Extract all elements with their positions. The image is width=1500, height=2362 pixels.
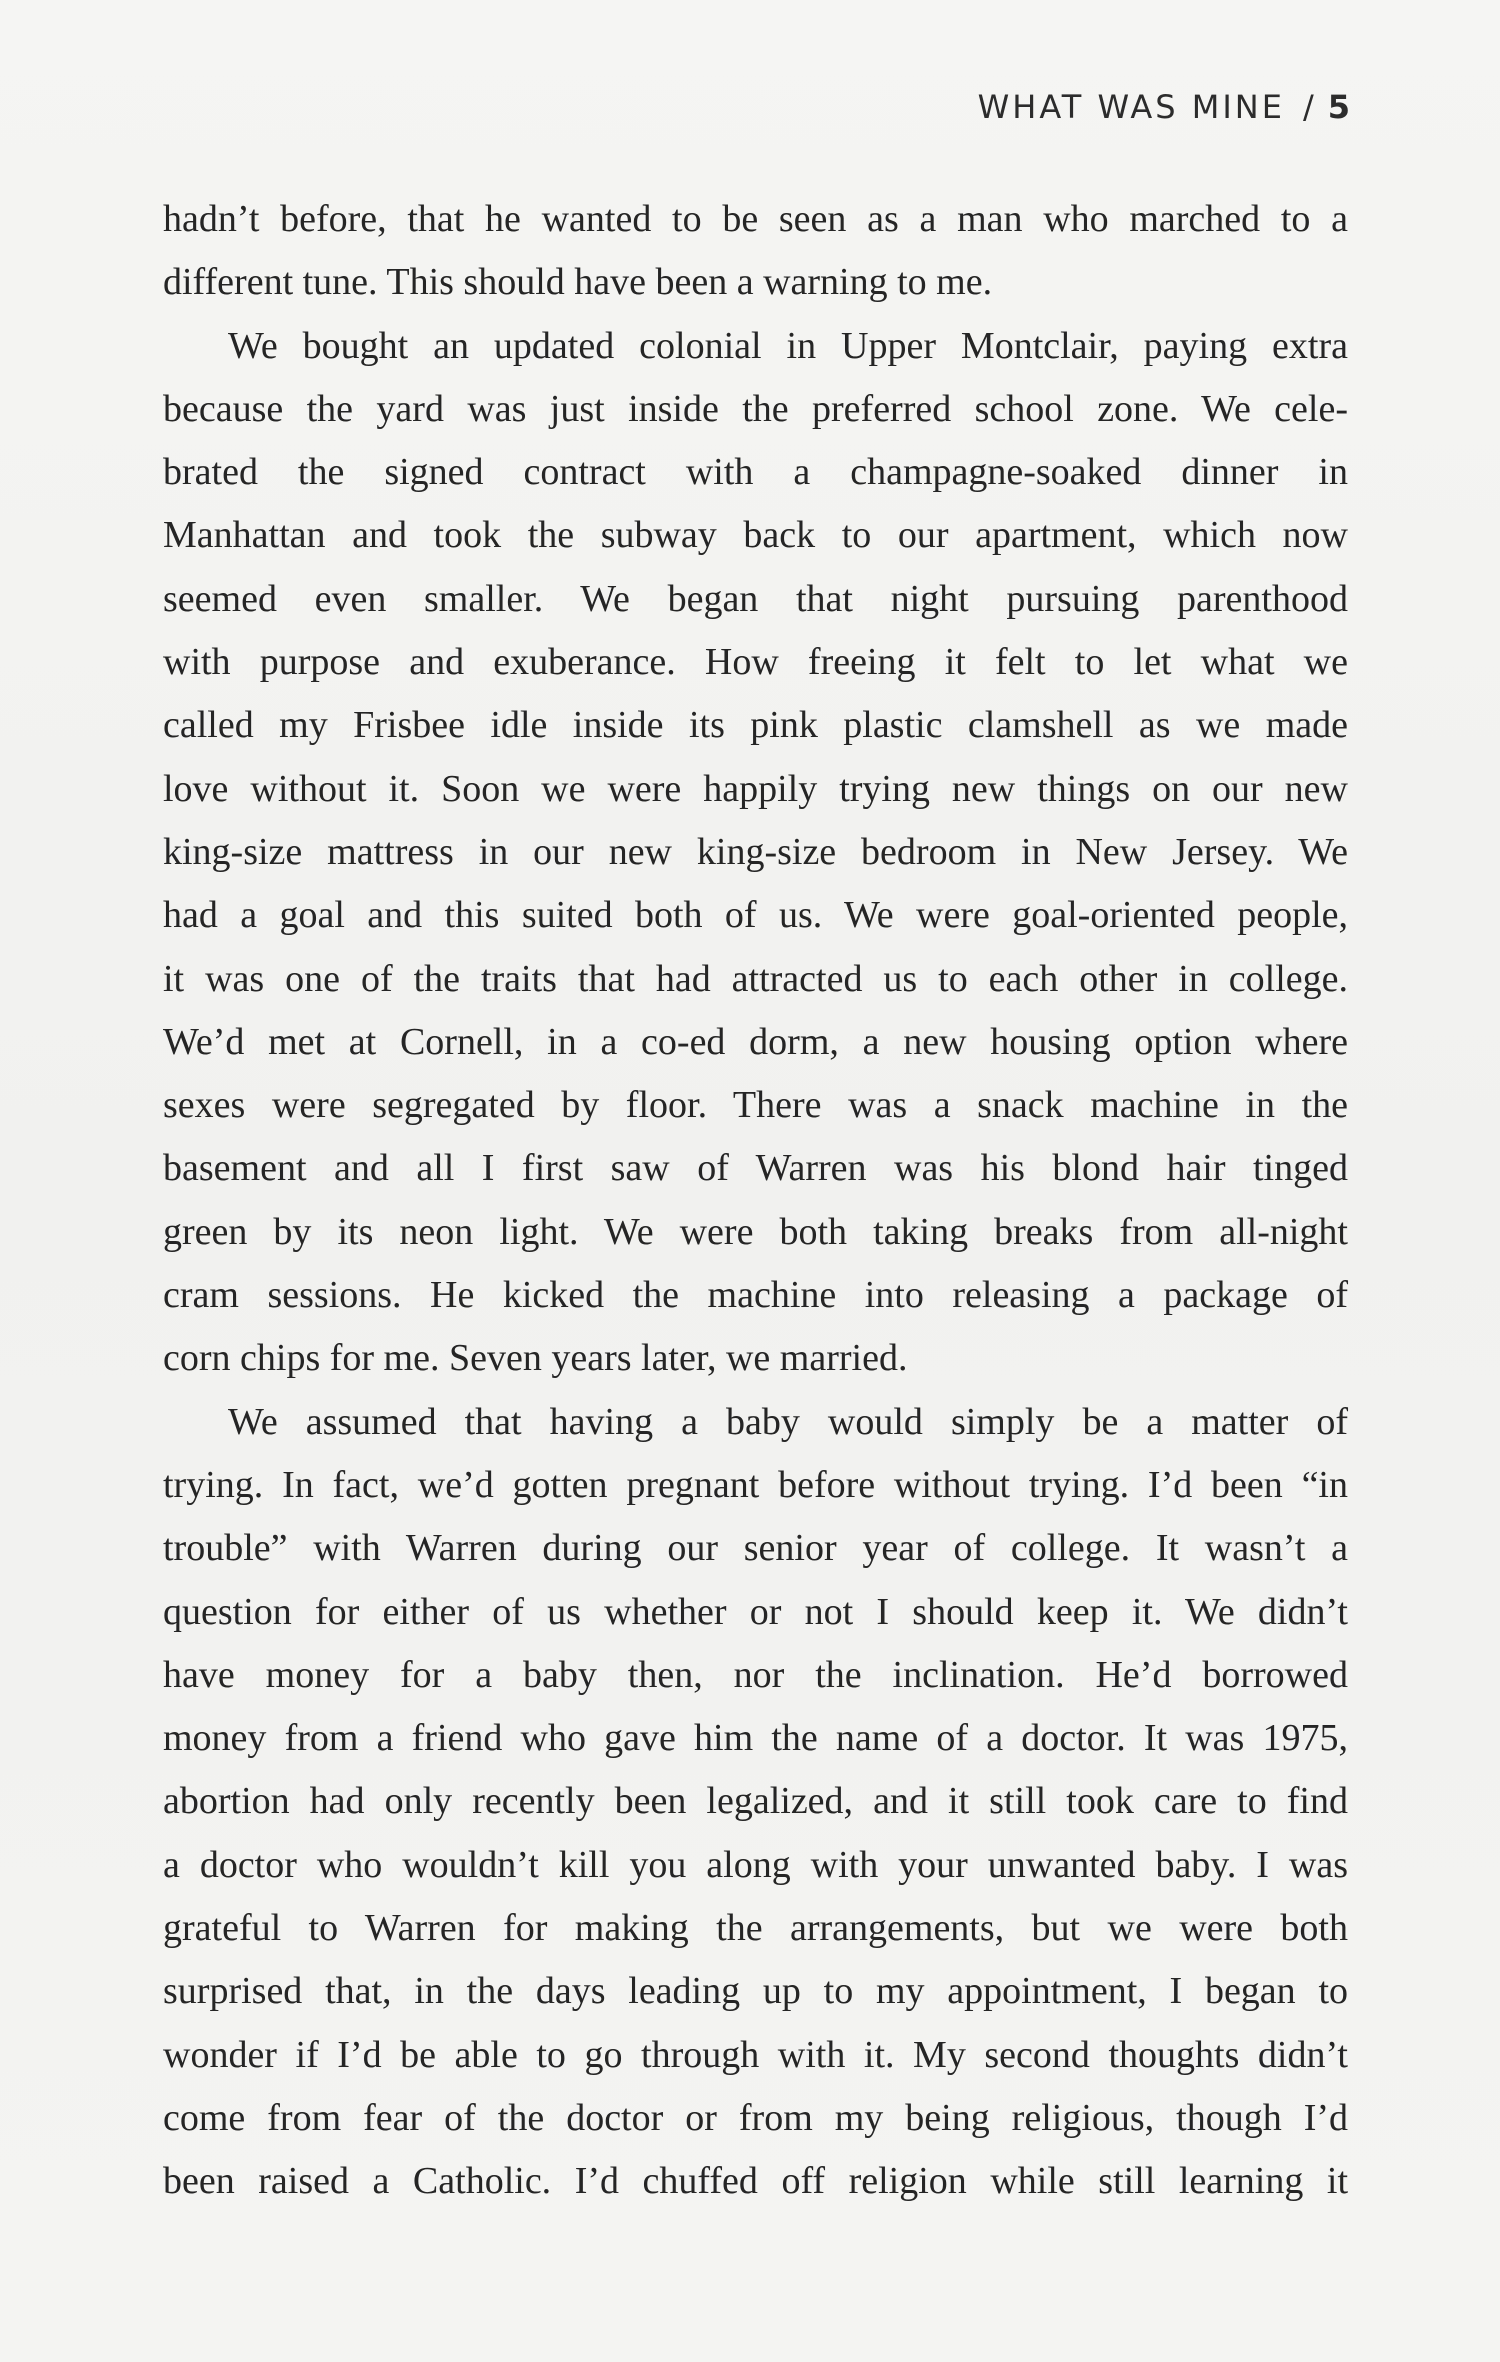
text-line: We’d met at Cornell, in a co-ed dorm, a new housing option where bbox=[163, 1020, 1348, 1063]
text-line: have money for a baby then, nor the inclination. He’d borrowed bbox=[163, 1653, 1348, 1696]
text-line: wonder if I’d be able to go through with it. My second thoughts didn’t bbox=[163, 2033, 1348, 2076]
text-line: sexes were segregated by floor. There was a snack machine in the bbox=[163, 1084, 1348, 1127]
text-line: with purpose and exuberance. How freeing it felt to let what we bbox=[163, 641, 1348, 684]
text-line: a doctor who wouldn’t kill you along with your unwanted baby. I was bbox=[163, 1843, 1348, 1886]
running-head bbox=[978, 88, 1350, 126]
text-line: surprised that, in the days leading up to my appointment, I began to bbox=[163, 1970, 1348, 2013]
text-line: corn chips for me. Seven years later, we married. bbox=[163, 1337, 908, 1380]
text-line: green by its neon light. We were both taking breaks from all-night bbox=[163, 1210, 1348, 1253]
text-line: abortion had only recently been legalized, and it still took care to find bbox=[163, 1780, 1348, 1823]
text-line: cram sessions. He kicked the machine into releasing a package of bbox=[163, 1274, 1348, 1317]
text-line: We assumed that having a baby would simply be a matter of bbox=[228, 1400, 1348, 1443]
text-line: called my Frisbee idle inside its pink plastic clamshell as we made bbox=[163, 704, 1348, 747]
text-line: grateful to Warren for making the arrangements, but we were both bbox=[163, 1907, 1348, 1950]
page-number: 5 bbox=[1327, 88, 1350, 126]
text-line: been raised a Catholic. I’d chuffed off religion while still learning it bbox=[163, 2160, 1348, 2203]
text-line: come from fear of the doctor or from my being religious, though I’d bbox=[163, 2096, 1348, 2139]
text-line: question for either of us whether or not I should keep it. We didn’t bbox=[163, 1590, 1348, 1633]
body-text bbox=[163, 188, 1348, 2214]
text-line: We bought an updated colonial in Upper Montclair, paying extra bbox=[228, 324, 1348, 367]
text-line: trying. In fact, we’d gotten pregnant before without trying. I’d been “in bbox=[163, 1463, 1348, 1506]
text-line: it was one of the traits that had attracted us to each other in college. bbox=[163, 957, 1348, 1000]
text-line: seemed even smaller. We began that night pursuing parenthood bbox=[163, 577, 1348, 620]
text-line: hadn’t before, that he wanted to be seen as a man who marched to a bbox=[163, 198, 1348, 240]
text-line: brated the signed contract with a champagne-soaked dinner in bbox=[163, 451, 1348, 494]
text-line: basement and all I first saw of Warren was his blond hair tinged bbox=[163, 1147, 1348, 1190]
running-head-separator: / bbox=[1302, 88, 1314, 126]
text-line: because the yard was just inside the preferred school zone. We cele- bbox=[163, 387, 1348, 430]
text-line: trouble” with Warren during our senior year of college. It wasn’t a bbox=[163, 1527, 1348, 1570]
text-line: had a goal and this suited both of us. We were goal-oriented people, bbox=[163, 894, 1348, 937]
text-line: love without it. Soon we were happily trying new things on our new bbox=[163, 767, 1348, 810]
text-line: different tune. This should have been a warning to me. bbox=[163, 261, 993, 304]
text-line: Manhattan and took the subway back to our apartment, which now bbox=[163, 514, 1348, 557]
running-head-title: WHAT WAS MINE bbox=[977, 88, 1285, 126]
text-line: king-size mattress in our new king-size bedroom in New Jersey. We bbox=[163, 830, 1348, 873]
text-line: money from a friend who gave him the name of a doctor. It was 1975, bbox=[163, 1717, 1348, 1760]
